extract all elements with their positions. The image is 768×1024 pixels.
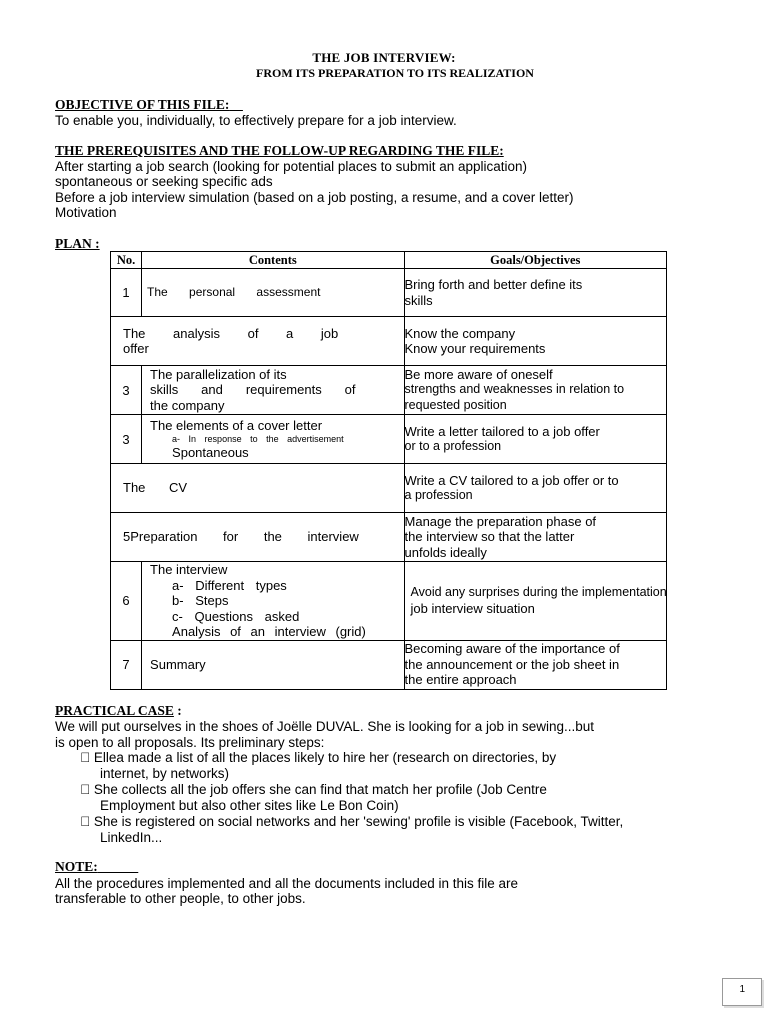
bullet-arrow-icon: [80, 814, 90, 829]
row-contents: The interview a- Different types b- Steps c- Questions asked Analysis of an interview (grid): [142, 562, 404, 641]
prereq-line: Motivation: [55, 205, 117, 220]
header-goals: Goals/Objectives: [404, 252, 666, 269]
row-number: 7: [111, 640, 142, 689]
practical-line: We will put ourselves in the shoes of Joëlle DUVAL. She is looking for a job in sewing...but: [55, 719, 595, 734]
row-number: 3: [111, 415, 142, 464]
prereq-heading: THE PREREQUISITES AND THE FOLLOW-UP REGARDING THE FILE:: [55, 143, 504, 158]
page-number: 1: [739, 984, 745, 995]
row-number: 5: [123, 529, 131, 545]
plan-heading: PLAN :: [55, 236, 100, 251]
row-number: 6: [111, 562, 142, 641]
row-goals: Manage the preparation phase of the interview so that the latter unfolds ideally: [404, 513, 666, 562]
plan-table: [110, 251, 667, 690]
note-heading: NOTE:: [55, 859, 98, 874]
header-no: No.: [111, 252, 142, 269]
practical-heading: PRACTICAL CASE :: [55, 703, 182, 718]
table-row: [111, 464, 667, 513]
row-contents: The parallelization of its skills and requirements of the company: [142, 366, 404, 415]
bullet-arrow-icon: [80, 782, 90, 797]
row-goals: Avoid any surprises during the implementation job interview situation: [404, 562, 666, 641]
table-row: [111, 317, 667, 366]
bullet-arrow-icon: [80, 750, 90, 765]
row-goals: Write a CV tailored to a job offer or to a profession: [404, 464, 666, 513]
row-contents: The personal assessment: [142, 269, 404, 317]
objective-heading: OBJECTIVE OF THIS FILE:: [55, 97, 230, 112]
table-row: [111, 366, 667, 415]
document-subtitle: FROM ITS PREPARATION TO ITS REALIZATION: [256, 66, 534, 80]
document-title: THE JOB INTERVIEW:: [312, 50, 456, 65]
prereq-line: After starting a job search (looking for potential places to submit an application): [55, 159, 528, 174]
objective-text: To enable you, individually, to effectively prepare for a job interview.: [55, 113, 457, 128]
row-contents: Summary: [142, 640, 404, 689]
row-goals: Write a letter tailored to a job offer or to a profession: [404, 415, 666, 464]
list-item: Ellea made a list of all the places likely to hire her (research on directories, by internet, by networks): [80, 750, 543, 781]
row-contents: The elements of a cover letter a- In response to the advertisement Spontaneous: [142, 415, 404, 464]
table-row: [111, 640, 667, 689]
note-line: transferable to other people, to other jobs.: [55, 891, 306, 906]
row-goals: Be more aware of oneself strengths and weaknesses in relation to requested position: [404, 366, 666, 415]
list-item: She collects all the job offers she can find that match her profile (Job Centre Employment but also other sites like Le Bon Coin): [80, 782, 533, 813]
table-row: [111, 513, 667, 562]
prereq-line: spontaneous or seeking specific ads: [55, 174, 273, 189]
table-row: [111, 415, 667, 464]
page-number-box: [722, 978, 762, 1006]
row-number: 3: [111, 366, 142, 415]
practical-line: is open to all proposals. Its preliminary steps:: [55, 735, 325, 750]
note-line: All the procedures implemented and all the documents included in this file are: [55, 876, 519, 891]
table-row: [111, 562, 667, 641]
table-row: [111, 269, 667, 317]
row-contents: The CV: [111, 464, 405, 513]
prereq-line: Before a job interview simulation (based on a job posting, a resume, and a cover letter): [55, 190, 574, 205]
row-number: 1: [111, 269, 142, 317]
row-goals: Becoming aware of the importance of the announcement or the job sheet in the entire approach: [404, 640, 666, 689]
row-contents: The analysis of a job offer: [111, 317, 405, 366]
table-header-row: [111, 252, 667, 269]
header-contents: Contents: [142, 252, 404, 269]
row-goals: Bring forth and better define its skills: [404, 269, 666, 317]
row-contents: 5Preparation for the interview: [111, 513, 405, 562]
list-item: She is registered on social networks and her 'sewing' profile is visible (Facebook, Twitter, LinkedIn...: [80, 814, 610, 845]
row-goals: Know the company Know your requirements: [404, 317, 666, 366]
